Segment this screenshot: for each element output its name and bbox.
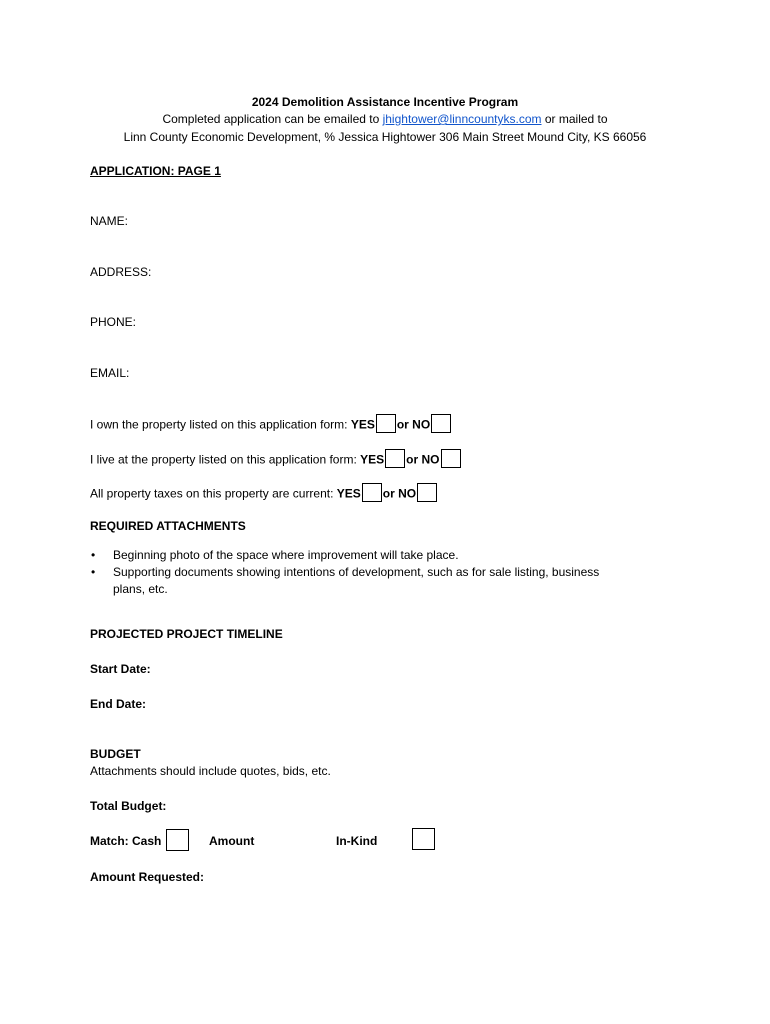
start-date-label: Start Date: [90, 662, 151, 676]
yes-label: YES [350, 417, 375, 432]
address-field-label: ADDRESS: [90, 265, 152, 279]
no-label: or NO [406, 452, 440, 467]
no-label: or NO [396, 417, 431, 432]
end-date-label: End Date: [90, 697, 147, 711]
document-title: 2024 Demolition Assistance Incentive Program [251, 95, 519, 109]
question-text: I own the property listed on this application form: [90, 417, 351, 432]
timeline-heading: PROJECTED PROJECT TIMELINE [90, 627, 283, 641]
no-checkbox[interactable] [441, 449, 461, 468]
name-field-label: NAME: [90, 214, 129, 228]
question-own-property [90, 416, 452, 435]
no-checkbox[interactable] [431, 414, 451, 433]
question-live-at-property [90, 451, 462, 470]
in-kind-checkbox[interactable] [412, 828, 435, 850]
submission-line [0, 112, 770, 126]
submission-text-prefix: Completed application can be emailed to [162, 112, 383, 126]
question-taxes-current [90, 485, 438, 504]
yes-label: YES [360, 452, 385, 467]
amount-label: Amount [209, 834, 255, 848]
attachments-heading: REQUIRED ATTACHMENTS [90, 519, 246, 533]
yes-checkbox[interactable] [385, 449, 405, 468]
match-cash-checkbox[interactable] [166, 829, 189, 851]
no-checkbox[interactable] [417, 483, 437, 502]
email-link[interactable]: jhightower@linncountyks.com [382, 112, 542, 126]
list-item [90, 564, 650, 598]
mailing-address: Linn County Economic Development, % Jessica Hightower 306 Main Street Mound City, KS 66056 [123, 130, 647, 144]
in-kind-label: In-Kind [336, 834, 378, 848]
match-cash-label: Match: Cash [90, 834, 162, 848]
email-field-label: EMAIL: [90, 366, 130, 380]
application-heading: APPLICATION: PAGE 1 [90, 164, 221, 178]
question-text: All property taxes on this property are current: [90, 486, 337, 501]
budget-heading: BUDGET [90, 747, 141, 761]
submission-text-suffix: or mailed to [541, 112, 608, 126]
list-item-line: plans, etc. [113, 582, 168, 596]
list-item-line: Supporting documents showing intentions of development, such as for sale listing, business [113, 565, 600, 579]
list-item: • Beginning photo of the space where improvement will take place. [90, 547, 650, 564]
no-label: or NO [382, 486, 417, 501]
question-text: I live at the property listed on this application form: [90, 452, 361, 467]
budget-note: Attachments should include quotes, bids, etc. [90, 764, 331, 778]
amount-requested-label: Amount Requested: [90, 870, 204, 884]
yes-checkbox[interactable] [376, 414, 396, 433]
phone-field-label: PHONE: [90, 315, 137, 329]
total-budget-label: Total Budget: [90, 799, 167, 813]
yes-checkbox[interactable] [362, 483, 382, 502]
attachments-list [90, 547, 650, 598]
yes-label: YES [336, 486, 361, 501]
